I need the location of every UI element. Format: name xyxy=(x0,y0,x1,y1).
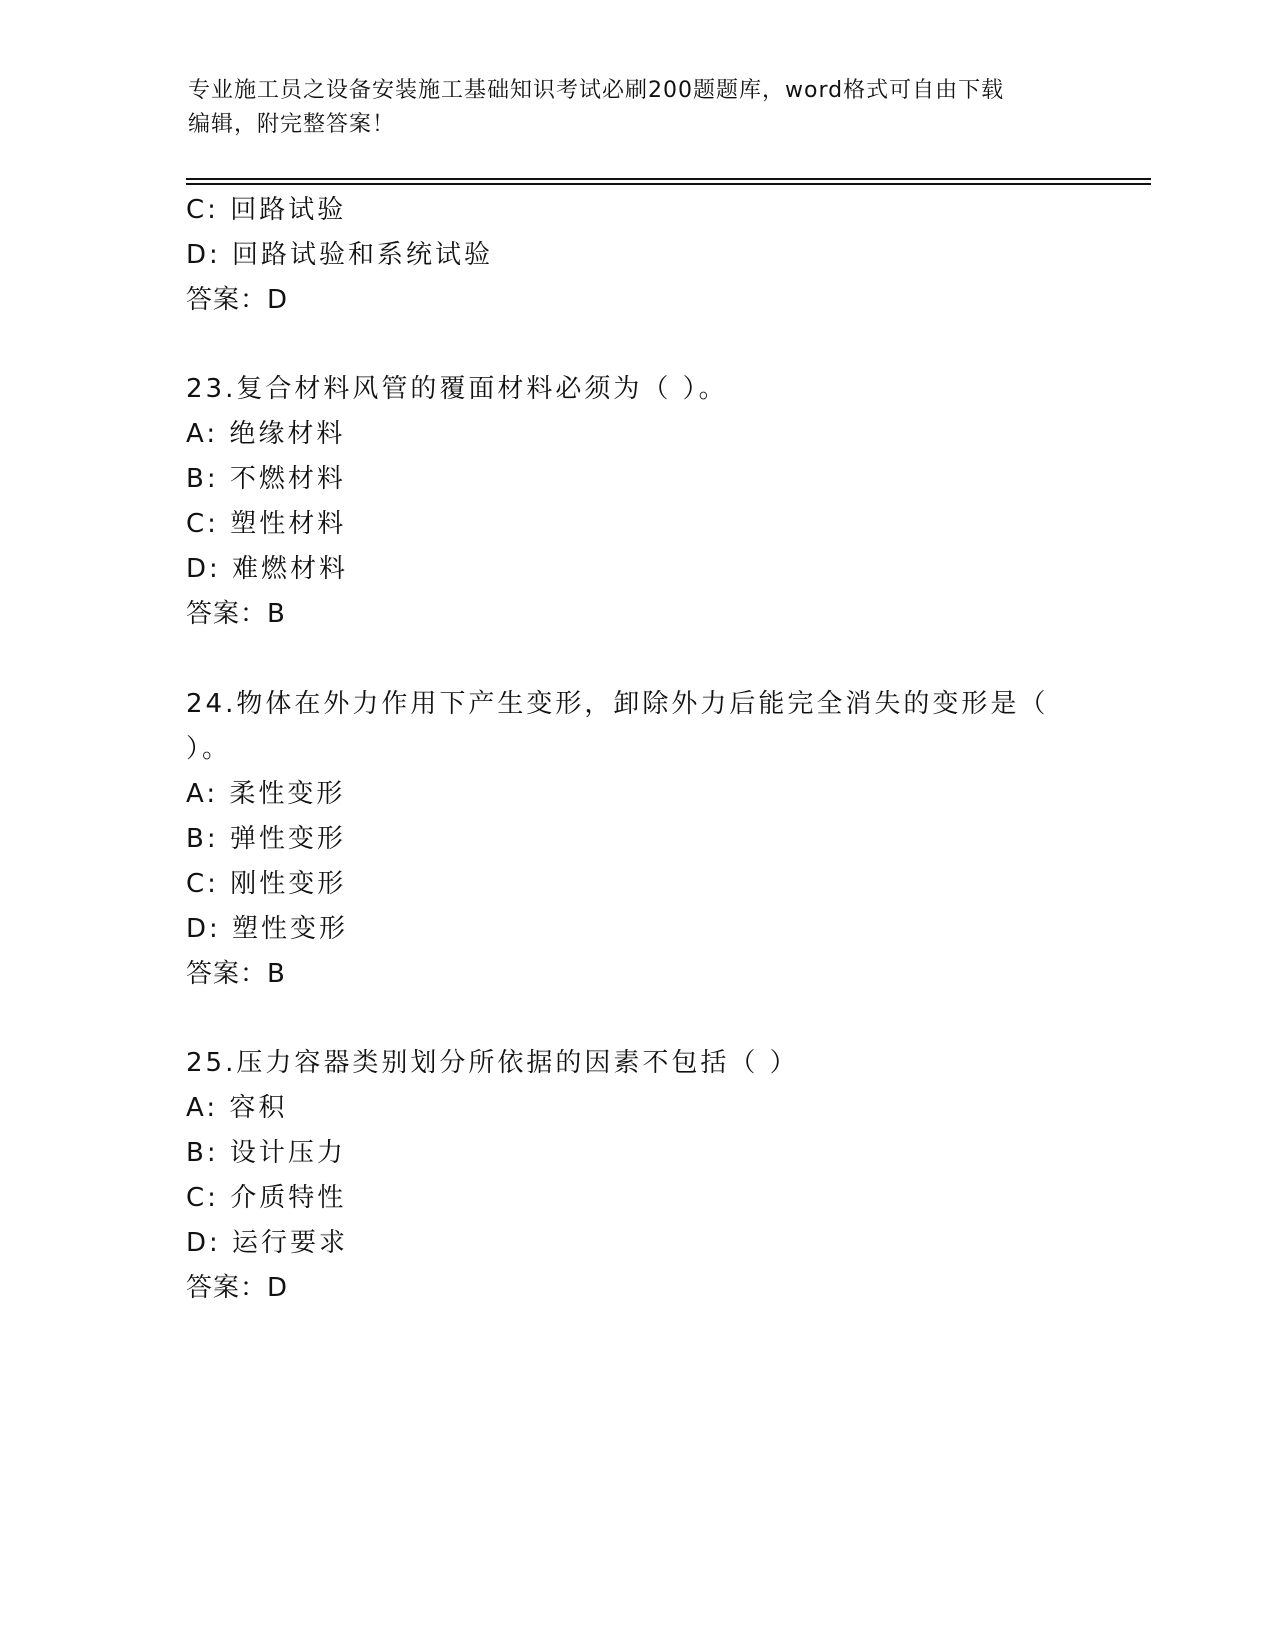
option-c: C: 塑性材料 xyxy=(186,509,347,539)
option-a: A: 柔性变形 xyxy=(186,779,346,809)
option-c: C: 回路试验 xyxy=(186,195,347,225)
option-d: D: 运行要求 xyxy=(186,1228,349,1258)
answer-label: 答案：D xyxy=(186,1273,289,1303)
option-b: B: 设计压力 xyxy=(186,1138,346,1168)
answer-label: 答案：D xyxy=(186,285,289,315)
answer-label: 答案：B xyxy=(186,959,286,989)
option-b: B: 不燃材料 xyxy=(186,464,346,494)
option-a: A: 绝缘材料 xyxy=(186,419,346,449)
option-c: C: 刚性变形 xyxy=(186,869,347,899)
answer-label: 答案：B xyxy=(186,599,286,629)
question-stem-continued: ）。 xyxy=(186,734,232,764)
option-d: D: 难燃材料 xyxy=(186,554,349,584)
option-d: D: 塑性变形 xyxy=(186,914,349,944)
document-header xyxy=(188,74,1068,142)
header-divider-bottom xyxy=(186,183,1151,185)
question-stem: 23.复合材料风管的覆面材料必须为（ ）。 xyxy=(186,374,728,404)
header-line-2: 编辑，附完整答案！ xyxy=(188,112,396,137)
option-d: D: 回路试验和系统试验 xyxy=(186,240,494,270)
option-c: C: 介质特性 xyxy=(186,1183,347,1213)
option-a: A: 容积 xyxy=(186,1093,288,1123)
option-b: B: 弹性变形 xyxy=(186,824,346,854)
header-divider-top xyxy=(186,178,1151,180)
question-stem: 25.压力容器类别划分所依据的因素不包括（ ） xyxy=(186,1048,799,1078)
question-stem: 24.物体在外力作用下产生变形，卸除外力后能完全消失的变形是（ xyxy=(186,689,1049,719)
header-line-1: 专业施工员之设备安装施工基础知识考试必刷200题题库，word格式可自由下载 xyxy=(188,78,1005,103)
